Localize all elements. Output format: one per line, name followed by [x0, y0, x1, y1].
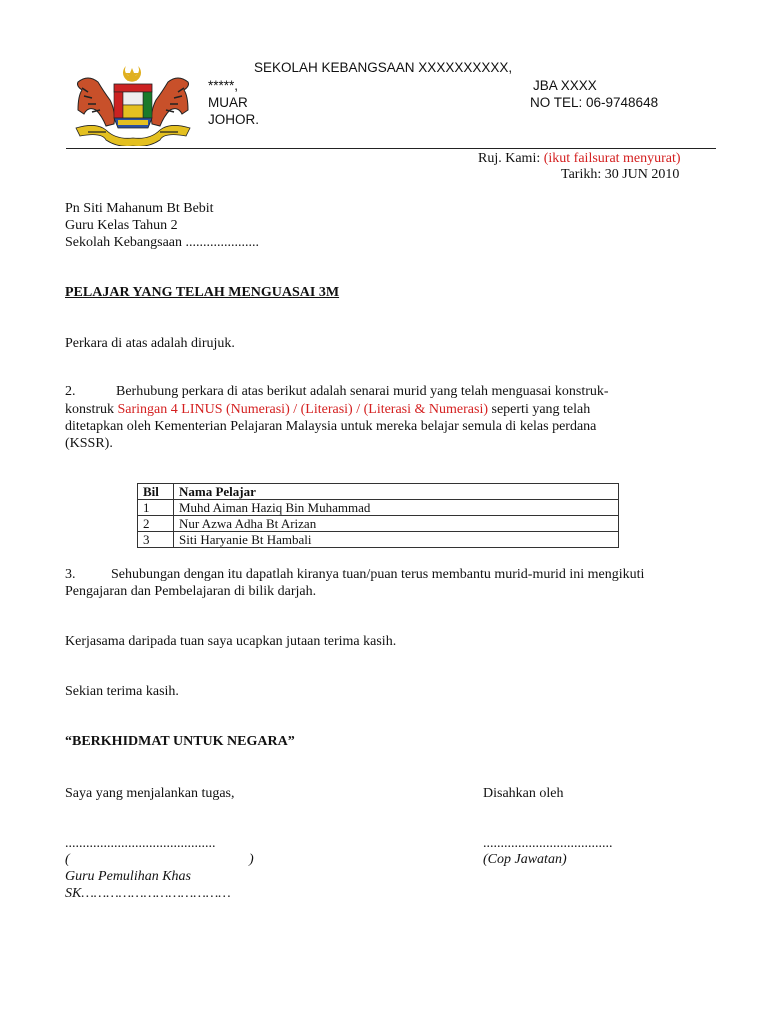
pupil-name: Muhd Aiman Haziq Bin Muhammad	[174, 500, 619, 516]
reference-value: (ikut failsurat menyurat)	[543, 151, 681, 166]
paragraph-1: Perkara di atas adalah dirujuk.	[65, 336, 235, 351]
row-number: 1	[138, 500, 174, 516]
coat-of-arms-logo	[68, 62, 198, 146]
linus-screening-text: Saringan 4 LINUS (Numerasi) / (Literasi) / (Literasi & Numerasi)	[117, 402, 489, 417]
header-bil: Bil	[138, 484, 174, 500]
paragraph-3-line-1: Sehubungan dengan itu dapatlah kiranya tuan/puan terus membantu murid-murid ini mengikuti	[111, 567, 645, 582]
paragraph-5: Sekian terima kasih.	[65, 684, 179, 699]
paragraph-2-text: konstruk	[65, 402, 118, 417]
phone-number: NO TEL: 06-9748648	[530, 95, 659, 110]
paragraph-2-line-3: ditetapkan oleh Kementerian Pelajaran Malaysia untuk mereka belajar semula di kelas perdana	[65, 419, 597, 434]
signature-line-left: ...........................................	[65, 836, 216, 851]
reference-label: Ruj. Kami:	[478, 151, 544, 166]
signatory-label: Saya yang menjalankan tugas,	[65, 786, 235, 801]
header-nama-pelajar: Nama Pelajar	[174, 484, 619, 500]
motto: “BERKHIDMAT UNTUK NEGARA”	[65, 734, 295, 749]
pupil-name: Siti Haryanie Bt Hambali	[174, 532, 619, 548]
paragraph-3-number: 3.	[65, 567, 76, 582]
table-row	[138, 532, 619, 548]
pupil-name: Nur Azwa Adha Bt Arizan	[174, 516, 619, 532]
paragraph-2-line-4: (KSSR).	[65, 436, 113, 451]
pupils-table	[137, 483, 619, 548]
table-header-row	[138, 484, 619, 500]
row-number: 3	[138, 532, 174, 548]
signatory-school: SK………………………………	[65, 886, 231, 901]
approver-label: Disahkan oleh	[483, 786, 564, 801]
row-number: 2	[138, 516, 174, 532]
paragraph-4: Kerjasama daripada tuan saya ucapkan jutaan terima kasih.	[65, 634, 397, 649]
school-name: SEKOLAH KEBANGSAAN XXXXXXXXXX,	[254, 60, 513, 75]
recipient-school: Sekolah Kebangsaan .....................	[65, 235, 260, 250]
signatory-title: Guru Pemulihan Khas	[65, 869, 191, 884]
signature-line-right: .....................................	[483, 836, 613, 851]
paragraph-3-line-2: Pengajaran dan Pembelajaran di bilik darjah.	[65, 584, 317, 599]
recipient-position: Guru Kelas Tahun 2	[65, 218, 178, 233]
official-stamp-label: (Cop Jawatan)	[483, 852, 567, 867]
recipient-name: Pn Siti Mahanum Bt Bebit	[65, 201, 214, 216]
address-line-1: *****,	[208, 78, 239, 93]
table-row	[138, 500, 619, 516]
table-row	[138, 516, 619, 532]
address-line-3: JOHOR.	[208, 112, 260, 127]
address-line-2: MUAR	[208, 95, 248, 110]
jba-code: JBA XXXX	[533, 78, 597, 93]
name-paren-open: (	[65, 852, 70, 867]
letter-date: Tarikh: 30 JUN 2010	[561, 167, 680, 182]
paragraph-2-number: 2.	[65, 384, 76, 399]
paragraph-2-text-cont: seperti yang telah	[488, 402, 591, 417]
header-divider	[66, 148, 716, 149]
paragraph-2-line-2	[65, 401, 590, 418]
paragraph-2-line-1: Berhubung perkara di atas berikut adalah senarai murid yang telah menguasai konstruk-	[116, 384, 609, 399]
letter-subject: PELAJAR YANG TELAH MENGUASAI 3M	[65, 285, 340, 300]
reference-line	[478, 150, 681, 167]
name-paren-close: )	[249, 852, 254, 867]
